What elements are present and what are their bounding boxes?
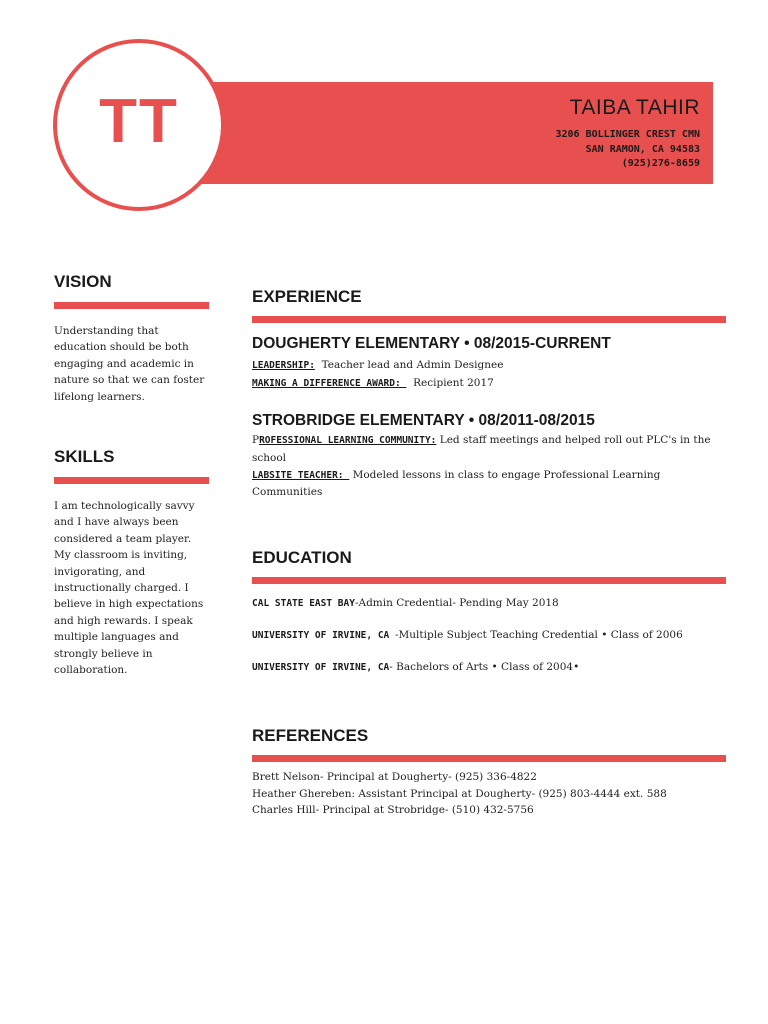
applicant-name: TAIBA TAHIR xyxy=(569,96,700,119)
education-school: UNIVERSITY OF IRVINE, CA xyxy=(252,630,395,641)
vision-divider xyxy=(54,302,209,309)
job-entry xyxy=(252,335,726,393)
experience-section xyxy=(252,287,726,323)
job-detail xyxy=(252,375,726,393)
contact-block xyxy=(556,96,701,172)
skills-text: I am technologically savvy and I have always been considered a team player. My classroom is inviting, invigorating, and instructionally charged. I believe in high expectations and high rewards. I speak multiple languages and strongly believe in collaboration. xyxy=(54,500,204,677)
education-entry xyxy=(252,629,683,641)
references-divider xyxy=(252,755,726,762)
education-school: CAL STATE EAST BAY xyxy=(252,598,355,609)
education-school: UNIVERSITY OF IRVINE, CA xyxy=(252,662,390,673)
education-entry xyxy=(252,661,579,673)
job-detail xyxy=(252,467,726,502)
phone-number: (925)276-8659 xyxy=(621,158,700,169)
education-detail: -Multiple Subject Teaching Credential • Class of 2006 xyxy=(395,629,683,641)
address-line-2: SAN RAMON, CA 94583 xyxy=(585,143,700,155)
education-heading: EDUCATION xyxy=(252,548,352,567)
skills-heading: SKILLS xyxy=(54,447,115,466)
job-detail-label: ROFESSIONAL LEARNING COMMUNITY: xyxy=(259,435,437,446)
skills-divider xyxy=(54,477,209,484)
education-detail: -Admin Credential- Pending May 2018 xyxy=(354,597,559,609)
references-list xyxy=(252,769,726,819)
job-detail xyxy=(252,357,726,375)
vision-heading: VISION xyxy=(54,272,112,291)
monogram-initials: TT xyxy=(99,86,179,156)
education-section xyxy=(252,548,726,584)
experience-divider xyxy=(252,316,726,323)
job-detail-prefix: P xyxy=(252,434,260,446)
vision-text: Understanding that education should be both engaging and academic in nature so that we can foster lifelong learners. xyxy=(54,325,205,403)
job-detail-text: Modeled lessons in class to engage Professional Learning Communities xyxy=(252,468,664,499)
vision-section xyxy=(54,272,209,405)
references-heading: REFERENCES xyxy=(252,726,369,745)
references-section xyxy=(252,726,726,762)
job-detail-label: LEADERSHIP: xyxy=(252,360,315,371)
education-entry xyxy=(252,597,559,609)
education-list xyxy=(252,597,726,687)
job-detail-label: LABSITE TEACHER: xyxy=(252,469,350,481)
skills-section xyxy=(54,447,209,678)
job-title: DOUGHERTY ELEMENTARY • 08/2015-CURRENT xyxy=(252,335,611,352)
reference-entry: Heather Ghereben: Assistant Principal at Dougherty- (925) 803-4444 ext. 588 xyxy=(252,787,667,800)
education-divider xyxy=(252,577,726,584)
job-detail-text: Led staff meetings and helped roll out PLC's in the school xyxy=(252,434,711,464)
job-title: STROBRIDGE ELEMENTARY • 08/2011-08/2015 xyxy=(252,412,595,429)
reference-entry: Brett Nelson- Principal at Dougherty- (925) 336-4822 xyxy=(252,771,537,783)
monogram-circle xyxy=(53,39,225,211)
job-entry xyxy=(252,412,726,501)
job-detail xyxy=(252,432,726,467)
job-detail-label: MAKING A DIFFERENCE AWARD: xyxy=(252,377,407,389)
job-detail-text: Recipient 2017 xyxy=(406,376,494,389)
experience-heading: EXPERIENCE xyxy=(252,287,362,306)
education-detail: - Bachelors of Arts • Class of 2004• xyxy=(389,661,580,673)
address-line-1: 3206 BOLLINGER CREST CMN xyxy=(555,129,700,140)
job-detail-text: Teacher lead and Admin Designee xyxy=(314,359,504,371)
reference-entry: Charles Hill- Principal at Strobridge- (510) 432-5756 xyxy=(252,804,534,817)
